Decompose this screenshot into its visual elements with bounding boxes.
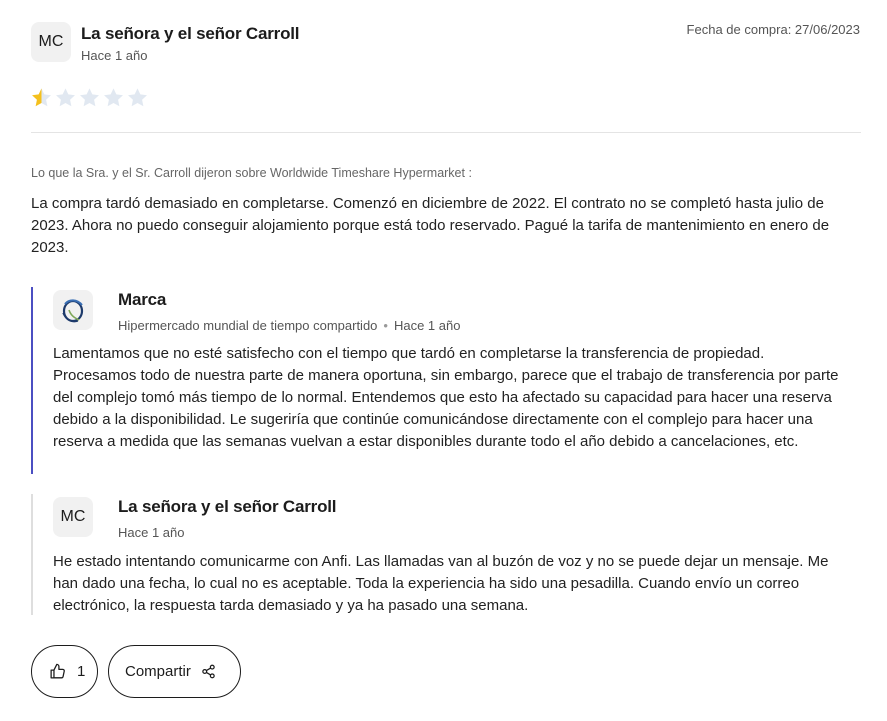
brand-label: Marca bbox=[118, 290, 167, 309]
like-button[interactable] bbox=[31, 645, 98, 698]
divider bbox=[31, 132, 861, 133]
star-icon bbox=[54, 87, 77, 109]
brand-reply-text: Lamentamos que no esté satisfecho con el tiempo que tardó en completarse la transferencia de propiedad. Procesamos todo de nuestra parte de manera oportuna, sin embargo, parece que el trabajo de transferencia por parte del complejo tomó más tiempo de lo normal. Entendemos que esto ha afectado su capacidad para hacer una reserva debido a la disponibilidad. Le sugeriría que continúe comunicándose directamente con el complejo para hacer una reserva a medida que las semanas vuelvan a estar disponibles durante todo el año debido a cancelaciones, etc. bbox=[53, 345, 839, 450]
review-time: Hace 1 año bbox=[81, 48, 148, 63]
globe-logo-icon bbox=[60, 296, 86, 324]
star-icon bbox=[126, 87, 149, 109]
avatar-initials: MC bbox=[38, 33, 64, 50]
star-icon bbox=[102, 87, 125, 109]
avatar-initials: MC bbox=[60, 508, 86, 525]
reply-accent-bar bbox=[31, 494, 33, 615]
share-icon bbox=[201, 664, 216, 679]
brand-logo bbox=[53, 290, 93, 330]
reviewer-name[interactable]: La señora y el señor Carroll bbox=[81, 24, 300, 43]
avatar bbox=[31, 22, 71, 62]
review-text: La compra tardó demasiado en completarse. Comenzó en diciembre de 2022. El contrato no se completó hasta julio de 2023. Ahora no puedo conseguir alojamiento porque está todo reservado. Pagué la tarifa de mantenimiento en enero de 2023. bbox=[31, 195, 830, 256]
like-count: 1 bbox=[77, 663, 86, 680]
avatar bbox=[53, 497, 93, 537]
share-label: Compartir bbox=[125, 663, 191, 680]
reply-author-name: La señora y el señor Carroll bbox=[118, 497, 337, 516]
meta-separator: • bbox=[383, 318, 388, 333]
review-subtitle: Lo que la Sra. y el Sr. Carroll dijeron sobre Worldwide Timeshare Hypermarket : bbox=[31, 166, 472, 180]
brand-meta bbox=[118, 318, 460, 333]
thumbs-up-icon bbox=[49, 663, 66, 680]
reply-time: Hace 1 año bbox=[393, 318, 461, 333]
star-rating bbox=[30, 87, 149, 109]
share-button[interactable] bbox=[108, 645, 241, 698]
company-name: Hipermercado mundial de tiempo compartido bbox=[118, 318, 378, 333]
star-icon bbox=[30, 87, 53, 109]
reply-time: Hace 1 año bbox=[118, 525, 185, 540]
reply-accent-bar bbox=[31, 287, 33, 474]
star-icon bbox=[78, 87, 101, 109]
customer-reply-text: He estado intentando comunicarme con Anfi. Las llamadas van al buzón de voz y no se puede dejar un mensaje. Me han dado una fecha, lo cual no es aceptable. Toda la experiencia ha sido una pesadilla. Cuando envío un correo electrónico, la respuesta tarda demasiado y ya ha pasado una semana. bbox=[53, 553, 829, 614]
purchase-date: Fecha de compra: 27/06/2023 bbox=[686, 22, 860, 37]
